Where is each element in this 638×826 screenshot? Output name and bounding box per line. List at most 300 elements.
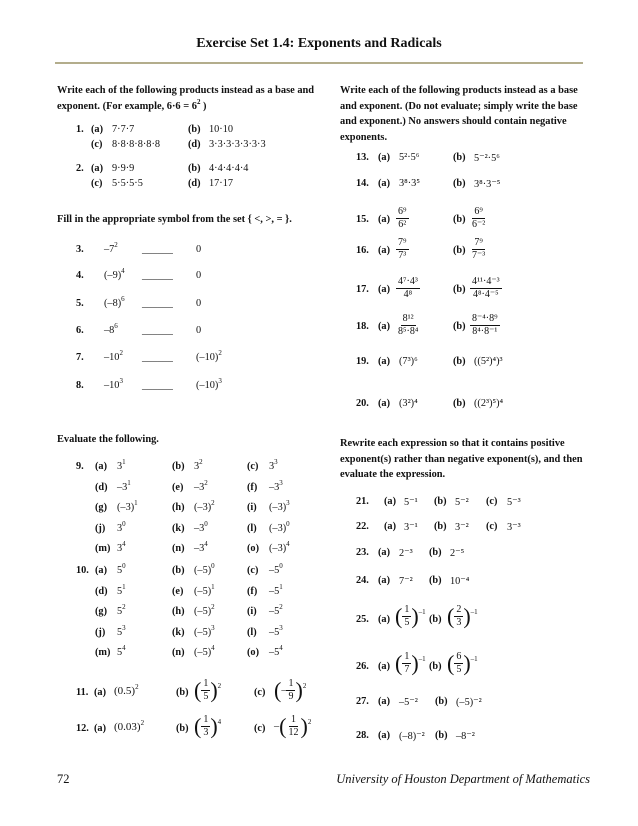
fraction bbox=[201, 714, 210, 739]
expr-sup: 2 bbox=[119, 349, 123, 357]
expr bbox=[269, 603, 283, 617]
part-label: (a) bbox=[378, 152, 391, 163]
expr-sup: 0 bbox=[279, 562, 283, 570]
expr: 8·8·8·8·8·8 bbox=[112, 139, 161, 150]
part-label: (b) bbox=[453, 356, 466, 367]
expr-base: –7 bbox=[104, 244, 115, 255]
problem-11 bbox=[76, 677, 326, 710]
part-label: (j) bbox=[95, 626, 106, 638]
denominator: 7 bbox=[404, 664, 410, 675]
fraction bbox=[470, 206, 487, 231]
footer-source: University of Houston Department of Mathematics bbox=[336, 772, 590, 786]
numerator: 7⁹ bbox=[474, 237, 483, 248]
part-label: (c) bbox=[486, 521, 498, 532]
expr-sup: 2 bbox=[211, 603, 215, 611]
problem-number: 17. bbox=[356, 284, 369, 295]
expr-sup: 2 bbox=[307, 717, 312, 726]
instr-end: ) bbox=[200, 100, 207, 112]
part-label: (b) bbox=[453, 284, 466, 295]
part-label: (a) bbox=[91, 124, 104, 135]
expr-base: 5 bbox=[117, 647, 123, 658]
expr: 7⁻² bbox=[399, 576, 413, 587]
part-label: (c) bbox=[91, 178, 103, 189]
expr bbox=[274, 714, 311, 739]
expr: 5²·5⁶ bbox=[399, 152, 420, 163]
expr bbox=[194, 714, 221, 739]
fraction bbox=[396, 237, 409, 262]
expr-base: (–5) bbox=[194, 647, 212, 658]
fraction bbox=[286, 714, 300, 739]
expr-base: 3 bbox=[117, 522, 123, 534]
fraction bbox=[470, 276, 502, 301]
part-label: (a) bbox=[384, 521, 397, 532]
problem-number: 3. bbox=[76, 244, 84, 255]
expr: 17·17 bbox=[209, 178, 234, 189]
problem-number: 11. bbox=[76, 687, 89, 698]
rhs-base: 0 bbox=[196, 325, 202, 336]
expr-sup: 2 bbox=[217, 681, 222, 690]
paren: ) bbox=[300, 713, 308, 739]
paren: ( bbox=[395, 650, 403, 676]
part-label: (b) bbox=[188, 124, 201, 135]
paren: ) bbox=[411, 603, 419, 629]
part-label: (b) bbox=[434, 496, 447, 507]
part-label: (a) bbox=[378, 730, 391, 741]
fraction-expr bbox=[395, 651, 426, 676]
expr bbox=[194, 499, 215, 513]
problem-number: 8. bbox=[76, 380, 84, 391]
paren: ) bbox=[295, 677, 303, 703]
expr-sup: 0 bbox=[122, 562, 126, 570]
part-label: (b) bbox=[429, 614, 442, 625]
part-label: (c) bbox=[486, 496, 498, 507]
part-label: (d) bbox=[188, 139, 201, 150]
expr-base: –3 bbox=[269, 481, 280, 493]
rhs-sup: 2 bbox=[218, 349, 222, 357]
numerator: 1 bbox=[288, 678, 294, 689]
instr-sup: 2 bbox=[196, 97, 201, 106]
expr-sup: 4 bbox=[122, 644, 126, 652]
fraction-expr bbox=[470, 206, 487, 231]
expr: 5⁻³ bbox=[507, 497, 521, 508]
rhs bbox=[196, 270, 201, 281]
expr-base: –3 bbox=[194, 543, 205, 554]
instructions-5: Rewrite each expression so that it contains positive exponent(s) rather than negative exponent(s), and then evaluate the expression. bbox=[340, 438, 583, 480]
expr: 3⁸·3⁻⁵ bbox=[474, 179, 501, 190]
expr bbox=[104, 377, 123, 391]
expr-base: (–5) bbox=[194, 606, 212, 617]
paren: ) bbox=[411, 650, 419, 676]
numerator: 6⁹ bbox=[474, 206, 483, 217]
numerator: 7⁹ bbox=[398, 237, 407, 248]
fraction bbox=[454, 604, 463, 629]
part-label: (k) bbox=[172, 522, 185, 534]
expr-sup: 2 bbox=[302, 681, 307, 690]
expr-base: (–5) bbox=[194, 585, 212, 597]
expr bbox=[104, 241, 118, 255]
problem-number: 20. bbox=[356, 398, 369, 409]
expr-base: (–5) bbox=[194, 626, 212, 638]
part-label: (b) bbox=[453, 398, 466, 409]
expr: 10·10 bbox=[209, 124, 234, 135]
expr-base: –10 bbox=[104, 352, 120, 363]
expr-sup: 3 bbox=[279, 623, 283, 632]
expr-sup: –1 bbox=[470, 654, 478, 663]
expr-base: –5 bbox=[269, 647, 280, 658]
denominator: 5 bbox=[203, 691, 209, 702]
paren: ) bbox=[463, 603, 471, 629]
expr bbox=[194, 644, 215, 658]
problem-number: 6. bbox=[76, 325, 84, 336]
part-label: (i) bbox=[247, 606, 257, 617]
expr: 5⁻²·5⁶ bbox=[474, 153, 500, 164]
expr: (–5)⁻² bbox=[456, 697, 482, 708]
expr-base: 3 bbox=[117, 543, 123, 554]
denominator: 12 bbox=[288, 727, 299, 738]
expr-base: 5 bbox=[117, 585, 123, 597]
instructions-3: Evaluate the following. bbox=[57, 434, 159, 445]
problem-number: 10. bbox=[76, 565, 89, 576]
expr bbox=[117, 458, 126, 472]
problem-number: 16. bbox=[356, 245, 369, 256]
problem-number: 18. bbox=[356, 321, 369, 332]
expr bbox=[269, 582, 283, 597]
part-label: (g) bbox=[95, 502, 108, 513]
expr bbox=[269, 499, 290, 513]
numerator: 1 bbox=[404, 651, 410, 662]
expr-base: 5 bbox=[117, 626, 123, 638]
part-label: (l) bbox=[247, 626, 257, 638]
expr-sup: 4 bbox=[122, 540, 126, 548]
part-label: (o) bbox=[247, 543, 260, 554]
fraction bbox=[470, 313, 500, 338]
part-label: (b) bbox=[429, 575, 442, 586]
problem-12 bbox=[76, 713, 326, 746]
expr bbox=[194, 540, 208, 554]
sign: – bbox=[274, 720, 280, 732]
expr-sup: 2 bbox=[204, 478, 208, 487]
part-label: (a) bbox=[378, 284, 391, 295]
paren: ( bbox=[279, 713, 287, 739]
expr-sup: 4 bbox=[279, 644, 283, 652]
part-label: (a) bbox=[95, 461, 108, 472]
fraction-expr bbox=[396, 313, 420, 338]
expr bbox=[194, 623, 215, 638]
expr-sup: –1 bbox=[418, 654, 426, 663]
expr: 5·5·5·5 bbox=[112, 178, 143, 189]
expr bbox=[194, 519, 208, 534]
expr-sup: 4 bbox=[286, 540, 290, 548]
expr-sup: 1 bbox=[122, 458, 126, 466]
expr-sup: 1 bbox=[134, 499, 138, 507]
part-label: (b) bbox=[435, 730, 448, 741]
fraction bbox=[470, 237, 487, 262]
expr-sup: 0 bbox=[204, 519, 208, 528]
rhs-base: (–10) bbox=[196, 380, 219, 391]
fraction-expr bbox=[447, 651, 478, 676]
expr-sup: 3 bbox=[211, 623, 215, 632]
expr bbox=[274, 678, 306, 703]
expr-sup: 2 bbox=[211, 499, 215, 507]
expr bbox=[114, 721, 144, 733]
fraction-expr bbox=[470, 237, 487, 262]
numerator: 6 bbox=[456, 651, 462, 662]
denominator: 3 bbox=[456, 617, 462, 628]
part-label: (a) bbox=[378, 356, 391, 367]
part-label: (j) bbox=[95, 522, 106, 534]
denominator: 8⁵·8⁴ bbox=[398, 326, 419, 337]
rhs bbox=[196, 325, 201, 336]
fraction-expr bbox=[396, 206, 409, 231]
paren: ( bbox=[447, 650, 455, 676]
expr-sup: 4 bbox=[211, 644, 215, 652]
fraction-expr bbox=[396, 237, 409, 262]
problem-number: 4. bbox=[76, 270, 84, 281]
denominator: 8⁴·8⁻¹ bbox=[472, 326, 498, 337]
part-label: (e) bbox=[172, 585, 184, 597]
expr-sup: 3 bbox=[122, 623, 126, 632]
sign: – bbox=[281, 684, 287, 696]
fraction-expr bbox=[395, 604, 426, 629]
numerator: 2 bbox=[456, 604, 462, 615]
instructions-1 bbox=[57, 83, 327, 114]
page-number: 72 bbox=[57, 772, 70, 786]
part-label: (m) bbox=[95, 543, 111, 554]
part-label: (b) bbox=[172, 565, 185, 576]
fraction bbox=[396, 276, 420, 301]
denominator: 7³ bbox=[398, 250, 407, 261]
part-label: (l) bbox=[247, 522, 257, 534]
expr-base: (–5) bbox=[194, 565, 212, 576]
expr bbox=[269, 519, 290, 534]
expr: 2⁻⁵ bbox=[450, 548, 465, 559]
part-label: (a) bbox=[95, 565, 108, 576]
problem-number: 25. bbox=[356, 614, 369, 625]
expr-base: (–8) bbox=[104, 298, 122, 309]
expr: 4·4·4·4·4 bbox=[209, 163, 249, 174]
paren: ) bbox=[463, 650, 471, 676]
expr: (7³)⁶ bbox=[399, 356, 418, 367]
part-label: (a) bbox=[94, 723, 107, 734]
denominator: 3 bbox=[203, 727, 209, 738]
expr bbox=[194, 478, 208, 493]
expr-sup: 1 bbox=[211, 582, 215, 591]
expr: 3⁸·3⁵ bbox=[399, 178, 420, 189]
paren: ( bbox=[447, 603, 455, 629]
expr-base: 3 bbox=[269, 461, 275, 472]
expr-base: (–9) bbox=[104, 270, 122, 281]
numerator: 1 bbox=[203, 714, 209, 725]
denominator: 6² bbox=[398, 219, 407, 230]
numerator: 8¹² bbox=[402, 313, 414, 324]
problem-number: 26. bbox=[356, 661, 369, 672]
part-label: (a) bbox=[378, 614, 391, 625]
part-label: (b) bbox=[434, 521, 447, 532]
rhs-sup: 3 bbox=[218, 377, 222, 385]
rhs-base: 0 bbox=[196, 298, 202, 309]
expr-sup: 0 bbox=[122, 519, 126, 528]
problem-number: 12. bbox=[76, 723, 89, 734]
title-rule bbox=[55, 62, 583, 64]
problem-number: 24. bbox=[356, 575, 369, 586]
expr bbox=[269, 458, 278, 472]
part-label: (f) bbox=[247, 481, 258, 493]
paren: ( bbox=[194, 677, 202, 703]
part-label: (k) bbox=[172, 626, 185, 638]
part-label: (c) bbox=[254, 723, 266, 734]
expr-sup: 3 bbox=[286, 499, 290, 507]
part-label: (b) bbox=[176, 723, 189, 734]
part-label: (i) bbox=[247, 502, 257, 513]
paren: ( bbox=[274, 677, 282, 703]
part-label: (b) bbox=[453, 214, 466, 225]
expr-base: (–3) bbox=[269, 522, 287, 534]
instructions-4: Write each of the following products instead as a base and exponent. (Do not evaluate; simply write the base and exponent.) No answers should contain negative exponents. bbox=[340, 85, 578, 143]
part-label: (h) bbox=[172, 606, 185, 617]
denominator: 5 bbox=[404, 617, 410, 628]
part-label: (n) bbox=[172, 543, 185, 554]
instructions-2: Fill in the appropriate symbol from the set { <, >, = }. bbox=[57, 214, 292, 225]
expr bbox=[117, 519, 126, 534]
expr bbox=[117, 562, 126, 576]
expr bbox=[104, 295, 125, 309]
numerator: 6⁹ bbox=[398, 206, 407, 217]
answer-blank: ______ bbox=[142, 244, 173, 255]
fraction bbox=[454, 651, 463, 676]
part-label: (b) bbox=[435, 696, 448, 707]
page-title: Exercise Set 1.4: Exponents and Radicals bbox=[196, 36, 442, 51]
part-label: (n) bbox=[172, 647, 185, 658]
part-label: (b) bbox=[453, 245, 466, 256]
fraction-expr bbox=[396, 276, 420, 301]
part-label: (a) bbox=[378, 696, 391, 707]
expr-sup: 6 bbox=[121, 295, 125, 303]
expr-base: (–3) bbox=[269, 502, 287, 513]
part-label: (d) bbox=[95, 481, 108, 493]
answer-blank: ______ bbox=[142, 380, 173, 391]
fraction bbox=[396, 206, 409, 231]
rhs bbox=[196, 298, 201, 309]
answer-blank: ______ bbox=[142, 325, 173, 336]
part-label: (a) bbox=[94, 687, 107, 698]
part-label: (m) bbox=[95, 647, 111, 658]
expr: –5⁻² bbox=[399, 697, 418, 708]
expr-base: –8 bbox=[104, 325, 115, 336]
part-label: (o) bbox=[247, 647, 260, 658]
expr bbox=[194, 458, 203, 472]
part-label: (a) bbox=[384, 496, 397, 507]
rhs bbox=[196, 377, 222, 391]
part-label: (f) bbox=[247, 585, 258, 597]
expr bbox=[269, 540, 290, 554]
rhs-base: 0 bbox=[196, 270, 202, 281]
paren: ( bbox=[194, 713, 202, 739]
part-label: (b) bbox=[453, 152, 466, 163]
numerator: 1 bbox=[290, 714, 296, 725]
part-label: (a) bbox=[91, 163, 104, 174]
expr bbox=[194, 582, 215, 597]
expr bbox=[194, 562, 215, 576]
numerator: 8⁻⁴·8⁹ bbox=[472, 313, 498, 324]
expr bbox=[117, 623, 126, 638]
expr-base: (–3) bbox=[194, 502, 212, 513]
expr-base: –5 bbox=[269, 606, 280, 617]
expr: 10⁻⁴ bbox=[450, 576, 470, 587]
expr bbox=[117, 582, 126, 597]
part-label: (g) bbox=[95, 606, 108, 617]
expr bbox=[117, 499, 138, 513]
expr-sup: 2 bbox=[114, 241, 118, 249]
denominator: 4⁸ bbox=[403, 289, 413, 300]
denominator: 4⁸·4⁻⁵ bbox=[473, 289, 499, 300]
part-label: (a) bbox=[378, 661, 391, 672]
paren: ) bbox=[210, 677, 218, 703]
expr-base: –5 bbox=[269, 565, 280, 576]
rhs-base: 0 bbox=[196, 244, 202, 255]
problem-number: 5. bbox=[76, 298, 84, 309]
expr-base: 3 bbox=[194, 461, 200, 472]
expr: 3⁻³ bbox=[507, 522, 521, 533]
expr: (–8)⁻² bbox=[399, 731, 425, 742]
expr-base: 5 bbox=[117, 606, 123, 617]
expr: 5⁻¹ bbox=[404, 497, 418, 508]
part-label: (a) bbox=[378, 214, 391, 225]
expr bbox=[114, 685, 139, 697]
expr-base: –5 bbox=[269, 585, 280, 597]
expr-sup: 3 bbox=[279, 478, 283, 487]
expr-base: (0.03) bbox=[114, 721, 141, 733]
expr: –8⁻² bbox=[456, 731, 475, 742]
part-label: (b) bbox=[453, 178, 466, 189]
expr bbox=[194, 603, 215, 617]
expr-sup: 4 bbox=[217, 717, 222, 726]
expr-sup: 2 bbox=[135, 683, 139, 691]
part-label: (a) bbox=[378, 178, 391, 189]
part-label: (b) bbox=[188, 163, 201, 174]
expr: 9·9·9 bbox=[112, 163, 135, 174]
expr bbox=[104, 349, 123, 363]
part-label: (e) bbox=[172, 481, 184, 493]
part-label: (a) bbox=[378, 575, 391, 586]
problem-number: 9. bbox=[76, 461, 84, 472]
part-label: (b) bbox=[429, 547, 442, 558]
expr-base: –3 bbox=[194, 481, 205, 493]
expr-sup: 2 bbox=[279, 603, 283, 611]
part-label: (d) bbox=[95, 585, 108, 597]
part-label: (b) bbox=[429, 661, 442, 672]
expr bbox=[104, 322, 118, 336]
expr: 7·7·7 bbox=[112, 124, 135, 135]
expr bbox=[269, 562, 283, 576]
expr-sup: 0 bbox=[286, 519, 290, 528]
numerator: 4¹¹·4⁻³ bbox=[472, 276, 500, 287]
denominator: 9 bbox=[288, 691, 294, 702]
expr bbox=[269, 623, 283, 638]
answer-blank: ______ bbox=[142, 298, 173, 309]
expr-sup: –1 bbox=[418, 607, 426, 616]
rhs-base: (–10) bbox=[196, 352, 219, 363]
expr-base: –5 bbox=[269, 626, 280, 638]
expr-base: –3 bbox=[117, 481, 128, 493]
numerator: 1 bbox=[404, 604, 410, 615]
expr-base: 5 bbox=[117, 565, 123, 576]
expr: 2⁻³ bbox=[399, 548, 413, 559]
fraction bbox=[201, 678, 210, 703]
part-label: (a) bbox=[378, 321, 391, 332]
expr: (3²)⁴ bbox=[399, 398, 418, 409]
problem-number: 1. bbox=[76, 124, 84, 135]
part-label: (c) bbox=[247, 461, 259, 472]
